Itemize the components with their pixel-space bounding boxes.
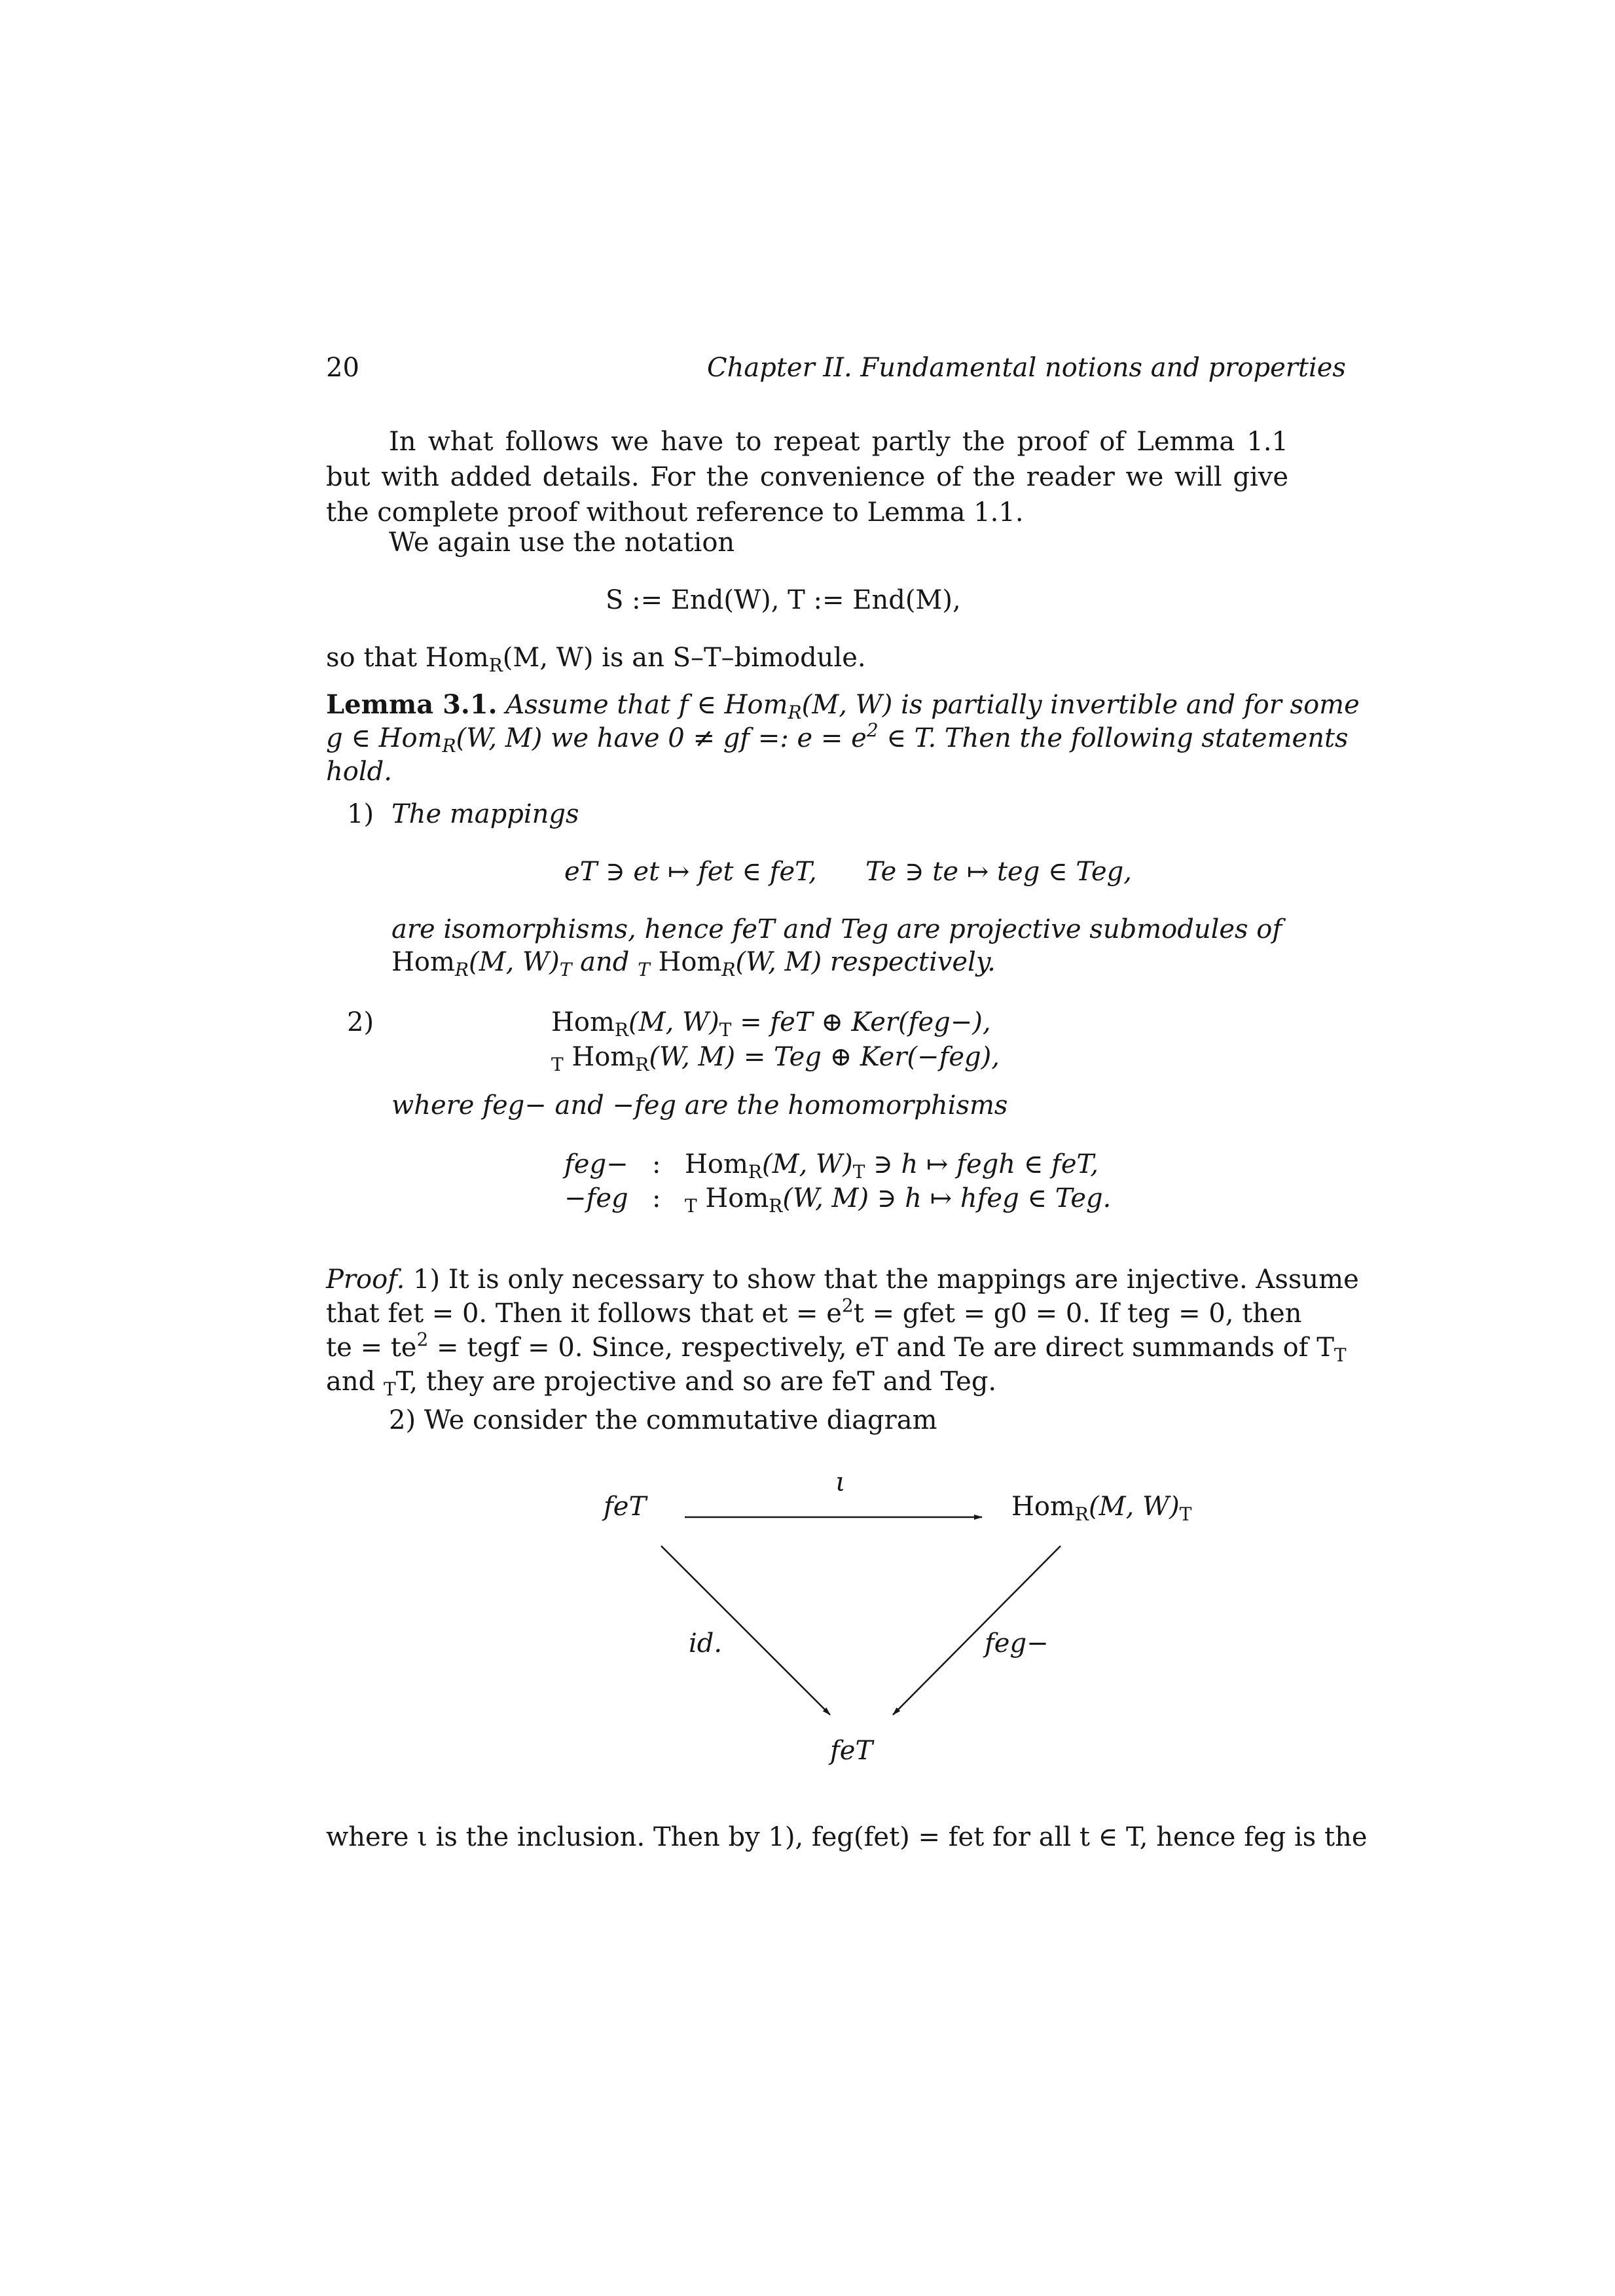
page-number: 20 [326, 353, 359, 383]
item1-tail-1: are isomorphisms, hence feT and Teg are projective submodules of [391, 914, 1282, 944]
item1-tail-2: Hom$_R$(M, $W)_T$ and $_T$ Hom$_R$(W, M) respectively. [391, 947, 996, 980]
map1-colon: : [652, 1149, 661, 1179]
notation-equation: S := End(W), T := End(M), [606, 585, 961, 615]
map1-name: feg− [564, 1149, 628, 1179]
lemma-label: Lemma 3.1. [326, 689, 498, 720]
map2-name: −feg [564, 1183, 628, 1213]
map2-colon: : [652, 1183, 661, 1213]
item1-eq-left: eT ∋ et ↦ fet ∈ feT, [564, 857, 817, 887]
proof-line-2: that fet = 0. Then it follows that et = $e^2t$ = gfet = g0 = 0. If teg = 0, then [326, 1295, 1302, 1329]
proof-line-4: and $_T$T, they are projective and so are feT and Teg. [326, 1367, 997, 1400]
item1-text: The mappings [391, 799, 579, 829]
proof-label: Proof. [326, 1265, 405, 1295]
diagram-top-left: feT [604, 1492, 647, 1522]
diagram-top-right: Hom$_R$(M, $W)_T$ [1011, 1492, 1192, 1525]
item1-eq-right: Te ∋ te ↦ teg ∈ Teg, [865, 857, 1132, 887]
closing-line: where ι is the inclusion. Then by 1), feg(fet) = fet for all t ∈ T, hence feg is the [326, 1822, 1368, 1852]
proof-line-1: Proof. 1) It is only necessary to show that the mappings are injective. Assume [326, 1265, 1359, 1295]
diagram-label-feg: feg− [985, 1628, 1049, 1659]
lemma-line-3: hold. [326, 757, 392, 787]
diagram-arrow-label-iota: ι [835, 1467, 846, 1498]
item2-eq-2: $_T$ Hom$_R$(W, M) = Teg ⊕ Ker(−feg), [551, 1042, 1000, 1075]
diagram-bottom: feT [830, 1736, 873, 1766]
lemma-line-1: Lemma 3.1. Assume that f ∈ Hom$_R$(M, W) is partially invertible and for some [326, 689, 1360, 723]
bimodule-line: so that Hom$_R$(M, W) is an S–T–bimodule. [326, 643, 866, 676]
diagram-label-id: id. [689, 1628, 723, 1659]
proof-paragraph-2: 2) We consider the commutative diagram [389, 1405, 937, 1435]
lemma-line-2: g ∈ Hom$_R$(W, M) we have 0 ≠ gf =: $e = e^2$ ∈ T. Then the following statements [326, 719, 1349, 757]
map2-body: $_T$ Hom$_R$(W, M) ∋ h ↦ hfeg ∈ Teg. [685, 1183, 1112, 1217]
item2-where: where feg− and −feg are the homomorphisms [391, 1090, 1008, 1121]
proof-line-3: te = $te^2$ = tegf = 0. Since, respectively, eT and Te are direct summands of $T_T$ [326, 1329, 1347, 1366]
item2-eq-1: Hom$_R$(M, $W)_T$ = feT ⊕ Ker(feg−), [551, 1007, 991, 1041]
identity-arrow [661, 1546, 830, 1715]
intro-paragraph: In what follows we have to repeat partly the proof of Lemma 1.1 but with added details. For the convenience of the reader we will give the complete proof without reference to Lemma 1.1. [326, 427, 1288, 528]
intro-paragraph-2: We again use the notation [389, 528, 735, 558]
map1-body: Hom$_R$(M, $W)_T$ ∋ h ↦ fegh ∈ feT, [685, 1149, 1099, 1183]
running-head: Chapter II. Fundamental notions and properties [707, 353, 1346, 383]
item2-number: 2) [347, 1007, 374, 1037]
item1-number: 1) [347, 799, 374, 829]
